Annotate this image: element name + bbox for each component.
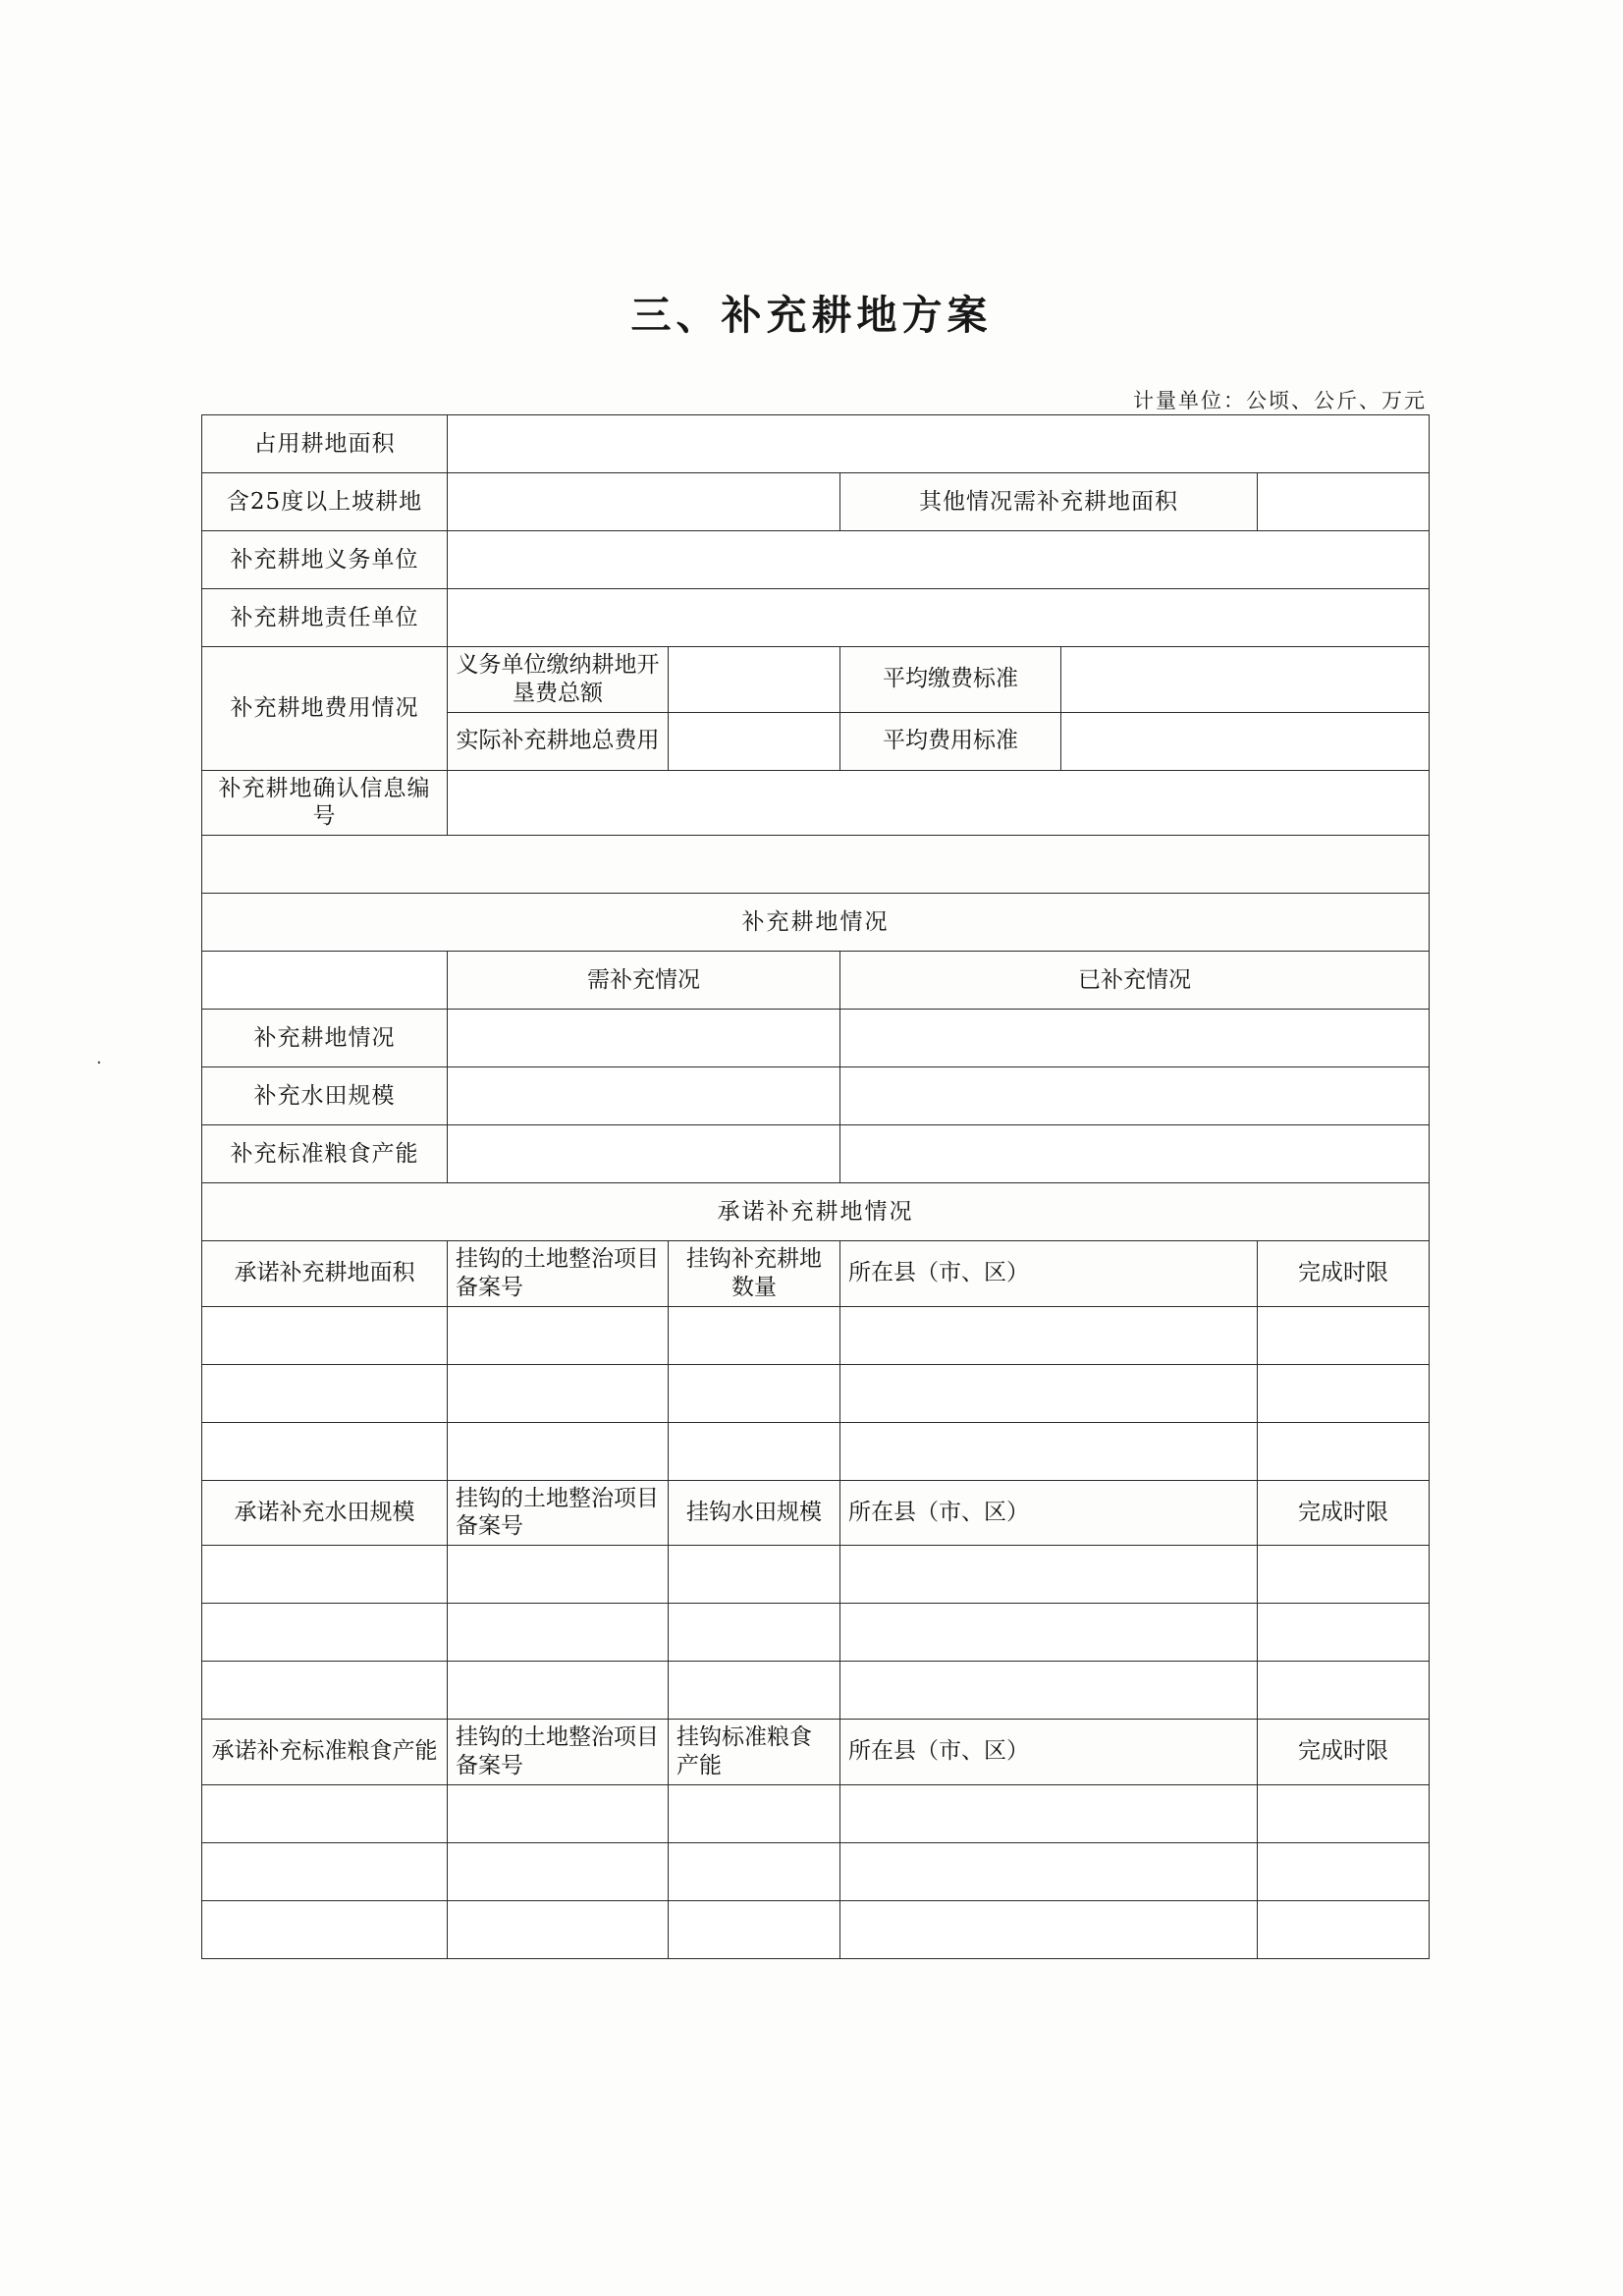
- occupied-area-label: 占用耕地面积: [202, 415, 448, 473]
- page-title: 三、补充耕地方案: [630, 292, 993, 339]
- promise-b0-r1-c4[interactable]: [1258, 1364, 1430, 1422]
- confirm-number-value[interactable]: [448, 770, 1430, 836]
- promise-b0-r1-c1[interactable]: [448, 1364, 669, 1422]
- supplement-item-2-label: 补充标准粮食产能: [202, 1125, 448, 1183]
- promise-b1-r0-c4[interactable]: [1258, 1546, 1430, 1604]
- promise-b1-r1-c2[interactable]: [669, 1604, 840, 1662]
- occupied-area-value[interactable]: [448, 415, 1430, 473]
- table-row: [202, 1183, 1430, 1241]
- promise-b2-r2-c0[interactable]: [202, 1900, 448, 1958]
- promise-b0-r0-c3[interactable]: [840, 1306, 1258, 1364]
- other-need-value[interactable]: [1258, 473, 1430, 531]
- done-supplement-header: 已补充情况: [840, 952, 1430, 1010]
- duty-unit-label: 补充耕地义务单位: [202, 531, 448, 589]
- supplement-item-0-label: 补充耕地情况: [202, 1010, 448, 1067]
- promise-b2-h4: 完成时限: [1258, 1720, 1430, 1785]
- supplement-corner-cell: [202, 952, 448, 1010]
- promise-b1-r2-c4[interactable]: [1258, 1662, 1430, 1720]
- table-row: [202, 894, 1430, 952]
- promise-b0-r0-c4[interactable]: [1258, 1306, 1430, 1364]
- responsible-unit-value[interactable]: [448, 589, 1430, 647]
- promise-b0-r2-c2[interactable]: [669, 1422, 840, 1480]
- table-row: [202, 1125, 1430, 1183]
- promise-b0-h2: 挂钩补充耕地数量: [669, 1241, 840, 1307]
- promise-b2-r1-c4[interactable]: [1258, 1842, 1430, 1900]
- promise-b0-r2-c3[interactable]: [840, 1422, 1258, 1480]
- table-row: [202, 952, 1430, 1010]
- measurement-unit-note: 计量单位：公顷、公斤、万元: [1133, 389, 1427, 412]
- promise-b0-h3: 所在县（市、区）: [840, 1241, 1258, 1307]
- fee-item-1-value[interactable]: [669, 647, 840, 713]
- table-row: [202, 1364, 1430, 1422]
- average-cost-standard-value[interactable]: [1061, 712, 1430, 770]
- promise-b2-r2-c1[interactable]: [448, 1900, 669, 1958]
- promise-b0-h1: 挂钩的土地整治项目备案号: [448, 1241, 669, 1307]
- table-row: [202, 1900, 1430, 1958]
- supplement-item-0-done[interactable]: [840, 1010, 1430, 1067]
- promise-b0-r2-c1[interactable]: [448, 1422, 669, 1480]
- slope-farmland-label: 含25度以上坡耕地: [202, 473, 448, 531]
- promise-b0-r0-c0[interactable]: [202, 1306, 448, 1364]
- promise-b1-r2-c3[interactable]: [840, 1662, 1258, 1720]
- promise-b0-h0: 承诺补充耕地面积: [202, 1241, 448, 1307]
- promise-b2-h0: 承诺补充标准粮食产能: [202, 1720, 448, 1785]
- promise-b0-r2-c4[interactable]: [1258, 1422, 1430, 1480]
- supplement-item-0-need[interactable]: [448, 1010, 840, 1067]
- promise-b1-r1-c0[interactable]: [202, 1604, 448, 1662]
- supplement-item-2-done[interactable]: [840, 1125, 1430, 1183]
- fee-item-2-value[interactable]: [669, 712, 840, 770]
- promise-b2-r0-c3[interactable]: [840, 1784, 1258, 1842]
- promise-b2-r1-c1[interactable]: [448, 1842, 669, 1900]
- promise-b0-r1-c0[interactable]: [202, 1364, 448, 1422]
- table-row: [202, 473, 1430, 531]
- promise-b2-r2-c2[interactable]: [669, 1900, 840, 1958]
- promise-b1-r1-c3[interactable]: [840, 1604, 1258, 1662]
- promise-b2-r0-c0[interactable]: [202, 1784, 448, 1842]
- promise-b1-h2: 挂钩水田规模: [669, 1480, 840, 1546]
- promise-b2-h3: 所在县（市、区）: [840, 1720, 1258, 1785]
- other-need-label: 其他情况需补充耕地面积: [840, 473, 1258, 531]
- duty-unit-value[interactable]: [448, 531, 1430, 589]
- responsible-unit-label: 补充耕地责任单位: [202, 589, 448, 647]
- fee-item-2-label: 实际补充耕地总费用: [448, 712, 669, 770]
- promise-b2-r2-c4[interactable]: [1258, 1900, 1430, 1958]
- table-row: [202, 1604, 1430, 1662]
- supplement-item-1-done[interactable]: [840, 1067, 1430, 1125]
- promise-b0-r0-c2[interactable]: [669, 1306, 840, 1364]
- promise-b0-r0-c1[interactable]: [448, 1306, 669, 1364]
- promise-b1-r0-c1[interactable]: [448, 1546, 669, 1604]
- table-row: [202, 1480, 1430, 1546]
- confirm-number-label: 补充耕地确认信息编号: [202, 770, 448, 836]
- table-row: [202, 1720, 1430, 1785]
- promise-b1-r1-c1[interactable]: [448, 1604, 669, 1662]
- promise-b0-h4: 完成时限: [1258, 1241, 1430, 1307]
- table-row: [202, 415, 1430, 473]
- table-row: [202, 1662, 1430, 1720]
- form-table: [201, 414, 1430, 1959]
- average-cost-standard-label: 平均费用标准: [840, 712, 1061, 770]
- supplement-item-1-label: 补充水田规模: [202, 1067, 448, 1125]
- table-row: [202, 589, 1430, 647]
- table-row: [202, 1422, 1430, 1480]
- stray-mark: ·: [96, 1053, 102, 1073]
- promise-b1-r0-c2[interactable]: [669, 1546, 840, 1604]
- supplement-item-2-need[interactable]: [448, 1125, 840, 1183]
- promise-b2-r1-c0[interactable]: [202, 1842, 448, 1900]
- table-row: [202, 1784, 1430, 1842]
- supplement-item-1-need[interactable]: [448, 1067, 840, 1125]
- table-row: [202, 1067, 1430, 1125]
- table-row: [202, 1010, 1430, 1067]
- promise-b0-r2-c0[interactable]: [202, 1422, 448, 1480]
- promise-b1-r0-c3[interactable]: [840, 1546, 1258, 1604]
- promise-b2-r0-c4[interactable]: [1258, 1784, 1430, 1842]
- promise-b2-h1: 挂钩的土地整治项目备案号: [448, 1720, 669, 1785]
- table-row: [202, 1306, 1430, 1364]
- promise-b1-r0-c0[interactable]: [202, 1546, 448, 1604]
- promise-b2-r0-c1[interactable]: [448, 1784, 669, 1842]
- table-row: [202, 1842, 1430, 1900]
- promise-b1-r2-c0[interactable]: [202, 1662, 448, 1720]
- supplement-section-title: 补充耕地情况: [202, 894, 1430, 952]
- average-payment-standard-label: 平均缴费标准: [840, 647, 1061, 713]
- promise-b1-r1-c4[interactable]: [1258, 1604, 1430, 1662]
- promise-b1-h3: 所在县（市、区）: [840, 1480, 1258, 1546]
- promise-b1-r2-c1[interactable]: [448, 1662, 669, 1720]
- average-payment-standard-value[interactable]: [1061, 647, 1430, 713]
- promise-b1-h1: 挂钩的土地整治项目备案号: [448, 1480, 669, 1546]
- promise-b2-r1-c2[interactable]: [669, 1842, 840, 1900]
- promise-section-title: 承诺补充耕地情况: [202, 1183, 1430, 1241]
- promise-b2-h2: 挂钩标准粮食产能: [669, 1720, 840, 1785]
- promise-b2-r2-c3[interactable]: [840, 1900, 1258, 1958]
- table-row: [202, 1546, 1430, 1604]
- table-row: [202, 647, 1430, 713]
- fee-item-1-label: 义务单位缴纳耕地开垦费总额: [448, 647, 669, 713]
- table-row: [202, 531, 1430, 589]
- slope-farmland-value[interactable]: [448, 473, 840, 531]
- promise-b1-h0: 承诺补充水田规模: [202, 1480, 448, 1546]
- promise-b1-h4: 完成时限: [1258, 1480, 1430, 1546]
- spacer-row: [202, 836, 1430, 894]
- need-supplement-header: 需补充情况: [448, 952, 840, 1010]
- table-row: [202, 770, 1430, 836]
- promise-b2-r1-c3[interactable]: [840, 1842, 1258, 1900]
- supplement-farmland-form: [201, 414, 1429, 1959]
- promise-b0-r1-c3[interactable]: [840, 1364, 1258, 1422]
- table-row: [202, 1241, 1430, 1307]
- promise-b0-r1-c2[interactable]: [669, 1364, 840, 1422]
- promise-b1-r2-c2[interactable]: [669, 1662, 840, 1720]
- fee-situation-label: 补充耕地费用情况: [202, 647, 448, 771]
- promise-b2-r0-c2[interactable]: [669, 1784, 840, 1842]
